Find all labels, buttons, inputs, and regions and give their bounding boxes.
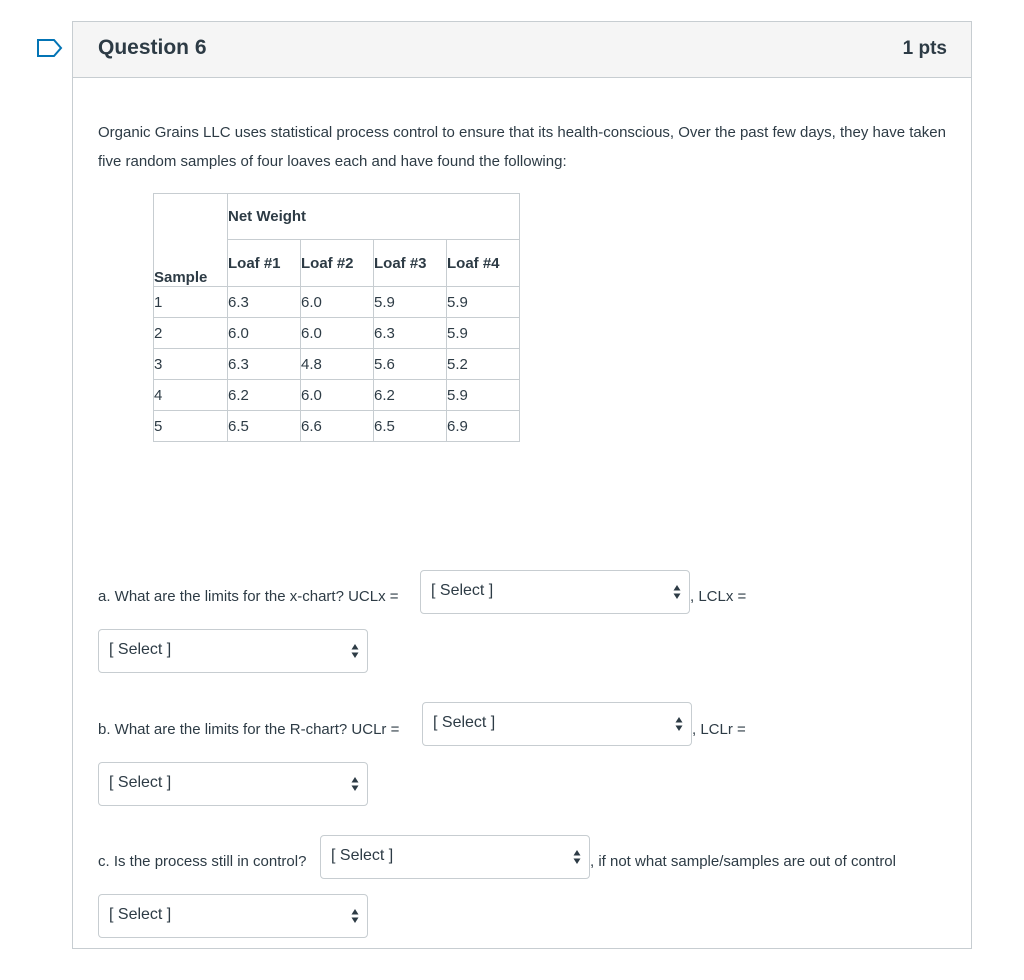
weight-cell: 6.3	[228, 349, 301, 380]
column-header: Loaf #4	[447, 240, 520, 287]
weight-cell: 6.0	[301, 287, 374, 318]
part-c-samples-select[interactable]	[98, 894, 368, 938]
weight-cell: 6.0	[301, 318, 374, 349]
weight-cell: 6.5	[374, 411, 447, 442]
select-value: [ Select ]	[431, 582, 494, 599]
part-c-control-select[interactable]	[320, 835, 590, 879]
select-value: [ Select ]	[433, 714, 496, 731]
part-a-suffix: , LCLx =	[690, 588, 747, 605]
sample-cell: 3	[154, 349, 228, 380]
select-value: [ Select ]	[109, 906, 172, 923]
weight-cell: 6.0	[301, 380, 374, 411]
table-row	[154, 287, 520, 318]
select-value: [ Select ]	[109, 774, 172, 791]
weight-cell: 4.8	[301, 349, 374, 380]
weight-cell: 5.9	[447, 318, 520, 349]
table-row	[154, 318, 520, 349]
updown-arrows-icon	[351, 643, 359, 659]
net-weight-header: Net Weight	[228, 194, 520, 240]
weight-cell: 5.9	[447, 380, 520, 411]
column-header: Loaf #1	[228, 240, 301, 287]
question-card	[72, 21, 972, 949]
updown-arrows-icon	[675, 716, 683, 732]
column-header: Loaf #2	[301, 240, 374, 287]
sample-cell: 2	[154, 318, 228, 349]
question-title: Question 6	[98, 36, 207, 59]
weight-cell: 5.9	[374, 287, 447, 318]
part-c-suffix: , if not what sample/samples are out of control	[590, 853, 896, 870]
part-b-text: b. What are the limits for the R-chart? UCLr =	[98, 721, 400, 738]
part-b-ucl-select[interactable]	[422, 702, 692, 746]
select-value: [ Select ]	[109, 641, 172, 658]
weight-cell: 5.9	[447, 287, 520, 318]
updown-arrows-icon	[351, 908, 359, 924]
part-a-ucl-select[interactable]	[420, 570, 690, 614]
part-b-lcl-select[interactable]	[98, 762, 368, 806]
part-c-text: c. Is the process still in control?	[98, 853, 307, 870]
updown-arrows-icon	[351, 776, 359, 792]
weight-cell: 6.0	[228, 318, 301, 349]
question-prompt: Organic Grains LLC uses statistical process control to ensure that its health-conscious, Over the past few days, they have taken five random samples of four loaves each and have found the following:	[98, 124, 946, 170]
weight-cell: 6.2	[228, 380, 301, 411]
weight-cell: 6.9	[447, 411, 520, 442]
select-value: [ Select ]	[331, 847, 394, 864]
bookmark-icon[interactable]	[36, 38, 64, 58]
updown-arrows-icon	[573, 849, 581, 865]
weight-cell: 6.3	[374, 318, 447, 349]
sample-cell: 5	[154, 411, 228, 442]
part-a-lcl-select[interactable]	[98, 629, 368, 673]
net-weight-table	[153, 193, 520, 442]
sample-header: Sample	[154, 194, 228, 287]
part-b-suffix: , LCLr =	[692, 721, 746, 738]
question-header	[73, 22, 971, 78]
weight-cell: 6.3	[228, 287, 301, 318]
weight-cell: 6.6	[301, 411, 374, 442]
part-a-text: a. What are the limits for the x-chart? UCLx =	[98, 588, 399, 605]
table-row	[154, 411, 520, 442]
column-header: Loaf #3	[374, 240, 447, 287]
weight-cell: 5.6	[374, 349, 447, 380]
table-row	[154, 380, 520, 411]
question-points: 1 pts	[902, 38, 947, 59]
weight-cell: 5.2	[447, 349, 520, 380]
weight-cell: 6.5	[228, 411, 301, 442]
sample-cell: 1	[154, 287, 228, 318]
sample-cell: 4	[154, 380, 228, 411]
updown-arrows-icon	[673, 584, 681, 600]
table-row	[154, 349, 520, 380]
weight-cell: 6.2	[374, 380, 447, 411]
